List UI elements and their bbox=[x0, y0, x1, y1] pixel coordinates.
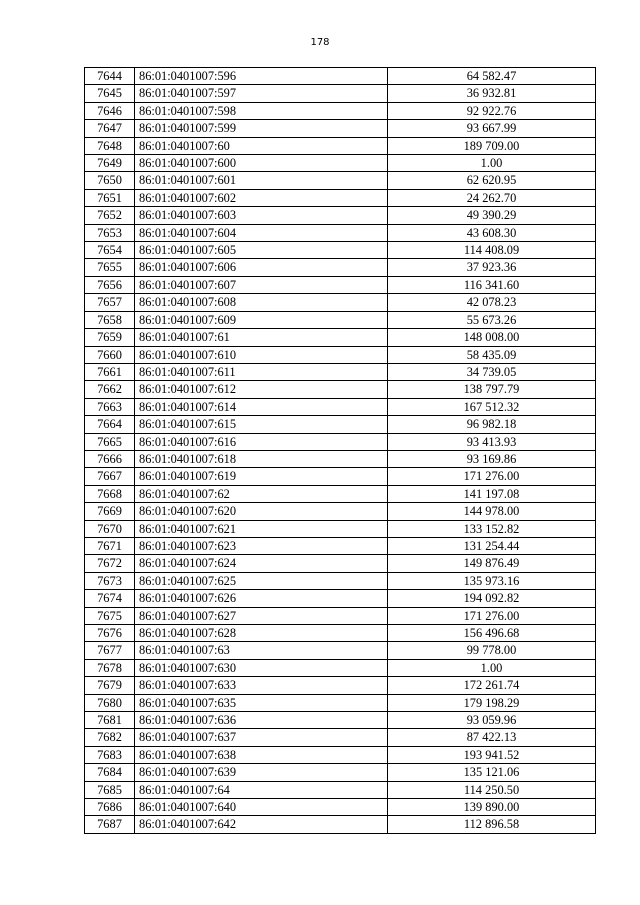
row-number-cell: 7650 bbox=[85, 172, 135, 189]
table-row bbox=[85, 68, 596, 85]
table-row bbox=[85, 259, 596, 276]
table-row bbox=[85, 137, 596, 154]
table-row bbox=[85, 520, 596, 537]
table-row bbox=[85, 294, 596, 311]
cadastral-value-cell: 24 262.70 bbox=[388, 189, 596, 206]
table-row bbox=[85, 712, 596, 729]
row-number-cell: 7683 bbox=[85, 746, 135, 763]
cadastral-value-cell: 96 982.18 bbox=[388, 416, 596, 433]
cadastral-number-cell: 86:01:0401007:624 bbox=[135, 555, 388, 572]
cadastral-value-cell: 167 512.32 bbox=[388, 398, 596, 415]
row-number-cell: 7652 bbox=[85, 207, 135, 224]
table-row bbox=[85, 172, 596, 189]
cadastral-number-cell: 86:01:0401007:601 bbox=[135, 172, 388, 189]
cadastral-number-cell: 86:01:0401007:615 bbox=[135, 416, 388, 433]
row-number-cell: 7675 bbox=[85, 607, 135, 624]
cadastral-value-cell: 92 922.76 bbox=[388, 102, 596, 119]
page-number: 178 bbox=[310, 37, 330, 48]
cadastral-value-cell: 116 341.60 bbox=[388, 276, 596, 293]
cadastral-value-cell: 149 876.49 bbox=[388, 555, 596, 572]
table-row bbox=[85, 659, 596, 676]
row-number-cell: 7660 bbox=[85, 346, 135, 363]
cadastral-value-cell: 193 941.52 bbox=[388, 746, 596, 763]
row-number-cell: 7682 bbox=[85, 729, 135, 746]
table-row bbox=[85, 311, 596, 328]
cadastral-number-cell: 86:01:0401007:62 bbox=[135, 485, 388, 502]
row-number-cell: 7674 bbox=[85, 590, 135, 607]
table-row bbox=[85, 207, 596, 224]
table-body bbox=[85, 68, 596, 834]
cadastral-value-cell: 93 059.96 bbox=[388, 712, 596, 729]
cadastral-value-cell: 58 435.09 bbox=[388, 346, 596, 363]
row-number-cell: 7669 bbox=[85, 503, 135, 520]
cadastral-number-cell: 86:01:0401007:638 bbox=[135, 746, 388, 763]
cadastral-number-cell: 86:01:0401007:602 bbox=[135, 189, 388, 206]
cadastral-value-cell: 114 250.50 bbox=[388, 781, 596, 798]
row-number-cell: 7659 bbox=[85, 329, 135, 346]
cadastral-value-cell: 49 390.29 bbox=[388, 207, 596, 224]
cadastral-number-cell: 86:01:0401007:628 bbox=[135, 625, 388, 642]
cadastral-value-table bbox=[84, 67, 596, 834]
cadastral-value-cell: 93 667.99 bbox=[388, 120, 596, 137]
cadastral-value-cell: 156 496.68 bbox=[388, 625, 596, 642]
row-number-cell: 7673 bbox=[85, 572, 135, 589]
cadastral-number-cell: 86:01:0401007:614 bbox=[135, 398, 388, 415]
cadastral-number-cell: 86:01:0401007:618 bbox=[135, 450, 388, 467]
table-row bbox=[85, 572, 596, 589]
table-row bbox=[85, 799, 596, 816]
table-row bbox=[85, 363, 596, 380]
table-row bbox=[85, 102, 596, 119]
cadastral-number-cell: 86:01:0401007:597 bbox=[135, 85, 388, 102]
cadastral-number-cell: 86:01:0401007:611 bbox=[135, 363, 388, 380]
cadastral-value-cell: 139 890.00 bbox=[388, 799, 596, 816]
table-row bbox=[85, 764, 596, 781]
table-row bbox=[85, 433, 596, 450]
table-row bbox=[85, 694, 596, 711]
row-number-cell: 7681 bbox=[85, 712, 135, 729]
cadastral-number-cell: 86:01:0401007:60 bbox=[135, 137, 388, 154]
cadastral-value-cell: 64 582.47 bbox=[388, 68, 596, 85]
cadastral-number-cell: 86:01:0401007:639 bbox=[135, 764, 388, 781]
row-number-cell: 7678 bbox=[85, 659, 135, 676]
table-row bbox=[85, 485, 596, 502]
cadastral-number-cell: 86:01:0401007:630 bbox=[135, 659, 388, 676]
cadastral-number-cell: 86:01:0401007:64 bbox=[135, 781, 388, 798]
cadastral-number-cell: 86:01:0401007:640 bbox=[135, 799, 388, 816]
row-number-cell: 7655 bbox=[85, 259, 135, 276]
cadastral-number-cell: 86:01:0401007:620 bbox=[135, 503, 388, 520]
cadastral-value-cell: 1.00 bbox=[388, 155, 596, 172]
cadastral-value-cell: 171 276.00 bbox=[388, 468, 596, 485]
cadastral-value-cell: 189 709.00 bbox=[388, 137, 596, 154]
row-number-cell: 7653 bbox=[85, 224, 135, 241]
cadastral-number-cell: 86:01:0401007:642 bbox=[135, 816, 388, 833]
cadastral-number-cell: 86:01:0401007:623 bbox=[135, 537, 388, 554]
cadastral-value-cell: 62 620.95 bbox=[388, 172, 596, 189]
row-number-cell: 7680 bbox=[85, 694, 135, 711]
row-number-cell: 7657 bbox=[85, 294, 135, 311]
cadastral-value-cell: 179 198.29 bbox=[388, 694, 596, 711]
cadastral-number-cell: 86:01:0401007:596 bbox=[135, 68, 388, 85]
table-row bbox=[85, 816, 596, 833]
cadastral-number-cell: 86:01:0401007:612 bbox=[135, 381, 388, 398]
table-row bbox=[85, 781, 596, 798]
cadastral-value-cell: 131 254.44 bbox=[388, 537, 596, 554]
table-row bbox=[85, 468, 596, 485]
cadastral-value-cell: 34 739.05 bbox=[388, 363, 596, 380]
cadastral-number-cell: 86:01:0401007:608 bbox=[135, 294, 388, 311]
cadastral-number-cell: 86:01:0401007:627 bbox=[135, 607, 388, 624]
cadastral-value-cell: 141 197.08 bbox=[388, 485, 596, 502]
cadastral-value-cell: 172 261.74 bbox=[388, 677, 596, 694]
row-number-cell: 7670 bbox=[85, 520, 135, 537]
table-row bbox=[85, 398, 596, 415]
cadastral-value-cell: 43 608.30 bbox=[388, 224, 596, 241]
row-number-cell: 7646 bbox=[85, 102, 135, 119]
table-row bbox=[85, 607, 596, 624]
cadastral-value-cell: 37 923.36 bbox=[388, 259, 596, 276]
cadastral-value-cell: 171 276.00 bbox=[388, 607, 596, 624]
cadastral-number-cell: 86:01:0401007:600 bbox=[135, 155, 388, 172]
row-number-cell: 7654 bbox=[85, 242, 135, 259]
row-number-cell: 7651 bbox=[85, 189, 135, 206]
table-row bbox=[85, 590, 596, 607]
table-row bbox=[85, 224, 596, 241]
cadastral-number-cell: 86:01:0401007:603 bbox=[135, 207, 388, 224]
table-row bbox=[85, 329, 596, 346]
row-number-cell: 7684 bbox=[85, 764, 135, 781]
cadastral-number-cell: 86:01:0401007:625 bbox=[135, 572, 388, 589]
cadastral-number-cell: 86:01:0401007:635 bbox=[135, 694, 388, 711]
cadastral-number-cell: 86:01:0401007:610 bbox=[135, 346, 388, 363]
table-row bbox=[85, 746, 596, 763]
cadastral-number-cell: 86:01:0401007:599 bbox=[135, 120, 388, 137]
table-row bbox=[85, 189, 596, 206]
row-number-cell: 7662 bbox=[85, 381, 135, 398]
table-row bbox=[85, 537, 596, 554]
cadastral-number-cell: 86:01:0401007:606 bbox=[135, 259, 388, 276]
cadastral-value-cell: 99 778.00 bbox=[388, 642, 596, 659]
cadastral-number-cell: 86:01:0401007:633 bbox=[135, 677, 388, 694]
cadastral-value-cell: 93 413.93 bbox=[388, 433, 596, 450]
cadastral-number-cell: 86:01:0401007:598 bbox=[135, 102, 388, 119]
row-number-cell: 7648 bbox=[85, 137, 135, 154]
cadastral-number-cell: 86:01:0401007:607 bbox=[135, 276, 388, 293]
table-row bbox=[85, 85, 596, 102]
table-row bbox=[85, 677, 596, 694]
table-row bbox=[85, 450, 596, 467]
cadastral-number-cell: 86:01:0401007:619 bbox=[135, 468, 388, 485]
row-number-cell: 7661 bbox=[85, 363, 135, 380]
cadastral-number-cell: 86:01:0401007:637 bbox=[135, 729, 388, 746]
cadastral-value-cell: 36 932.81 bbox=[388, 85, 596, 102]
cadastral-number-cell: 86:01:0401007:636 bbox=[135, 712, 388, 729]
row-number-cell: 7663 bbox=[85, 398, 135, 415]
row-number-cell: 7668 bbox=[85, 485, 135, 502]
cadastral-number-cell: 86:01:0401007:605 bbox=[135, 242, 388, 259]
table-row bbox=[85, 416, 596, 433]
cadastral-value-cell: 55 673.26 bbox=[388, 311, 596, 328]
cadastral-number-cell: 86:01:0401007:61 bbox=[135, 329, 388, 346]
row-number-cell: 7686 bbox=[85, 799, 135, 816]
table-row bbox=[85, 729, 596, 746]
table-row bbox=[85, 555, 596, 572]
row-number-cell: 7644 bbox=[85, 68, 135, 85]
table-row bbox=[85, 242, 596, 259]
table-row bbox=[85, 381, 596, 398]
table-row bbox=[85, 625, 596, 642]
row-number-cell: 7649 bbox=[85, 155, 135, 172]
cadastral-value-cell: 148 008.00 bbox=[388, 329, 596, 346]
cadastral-number-cell: 86:01:0401007:604 bbox=[135, 224, 388, 241]
cadastral-value-cell: 194 092.82 bbox=[388, 590, 596, 607]
table-row bbox=[85, 642, 596, 659]
cadastral-value-cell: 1.00 bbox=[388, 659, 596, 676]
cadastral-value-cell: 93 169.86 bbox=[388, 450, 596, 467]
table-row bbox=[85, 276, 596, 293]
row-number-cell: 7647 bbox=[85, 120, 135, 137]
cadastral-number-cell: 86:01:0401007:63 bbox=[135, 642, 388, 659]
row-number-cell: 7679 bbox=[85, 677, 135, 694]
row-number-cell: 7645 bbox=[85, 85, 135, 102]
table-row bbox=[85, 503, 596, 520]
row-number-cell: 7677 bbox=[85, 642, 135, 659]
cadastral-value-cell: 112 896.58 bbox=[388, 816, 596, 833]
row-number-cell: 7671 bbox=[85, 537, 135, 554]
cadastral-number-cell: 86:01:0401007:621 bbox=[135, 520, 388, 537]
row-number-cell: 7665 bbox=[85, 433, 135, 450]
table-row bbox=[85, 120, 596, 137]
row-number-cell: 7676 bbox=[85, 625, 135, 642]
cadastral-value-cell: 87 422.13 bbox=[388, 729, 596, 746]
cadastral-number-cell: 86:01:0401007:616 bbox=[135, 433, 388, 450]
cadastral-value-cell: 114 408.09 bbox=[388, 242, 596, 259]
row-number-cell: 7685 bbox=[85, 781, 135, 798]
row-number-cell: 7656 bbox=[85, 276, 135, 293]
row-number-cell: 7658 bbox=[85, 311, 135, 328]
cadastral-number-cell: 86:01:0401007:626 bbox=[135, 590, 388, 607]
cadastral-value-cell: 133 152.82 bbox=[388, 520, 596, 537]
table-row bbox=[85, 155, 596, 172]
row-number-cell: 7664 bbox=[85, 416, 135, 433]
row-number-cell: 7672 bbox=[85, 555, 135, 572]
row-number-cell: 7666 bbox=[85, 450, 135, 467]
row-number-cell: 7667 bbox=[85, 468, 135, 485]
cadastral-value-cell: 135 121.06 bbox=[388, 764, 596, 781]
cadastral-value-cell: 135 973.16 bbox=[388, 572, 596, 589]
cadastral-number-cell: 86:01:0401007:609 bbox=[135, 311, 388, 328]
row-number-cell: 7687 bbox=[85, 816, 135, 833]
cadastral-value-cell: 42 078.23 bbox=[388, 294, 596, 311]
cadastral-value-cell: 138 797.79 bbox=[388, 381, 596, 398]
cadastral-value-cell: 144 978.00 bbox=[388, 503, 596, 520]
table-row bbox=[85, 346, 596, 363]
